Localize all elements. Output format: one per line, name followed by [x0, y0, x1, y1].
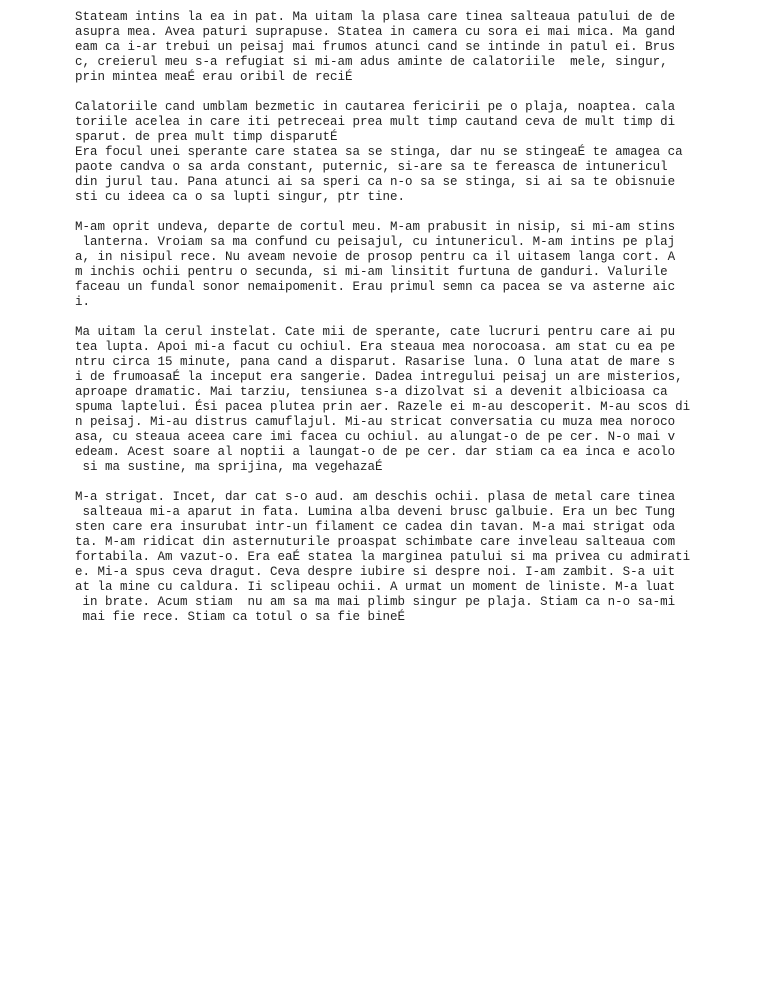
- text-line: aproape dramatic. Mai tarziu, tensiunea s-a dizolvat si a devenit albicioasa ca: [75, 385, 668, 399]
- paragraph-2: [75, 100, 755, 205]
- text-line: m inchis ochii pentru o secunda, si mi-am linsitit furtuna de ganduri. Valurile: [75, 265, 668, 279]
- text-line: spuma laptelui. Ési pacea plutea prin aer. Razele ei m-au descoperit. M-au scos di: [75, 400, 691, 414]
- text-line: salteaua mi-a aparut in fata. Lumina alba deveni brusc galbuie. Era un bec Tung: [75, 505, 676, 519]
- text-line: Ma uitam la cerul instelat. Cate mii de sperante, cate lucruri pentru care ai pu: [75, 325, 676, 339]
- text-line: at la mine cu caldura. Ii sclipeau ochii. A urmat un moment de liniste. M-a luat: [75, 580, 676, 594]
- text-line: M-am oprit undeva, departe de cortul meu. M-am prabusit in nisip, si mi-am stins: [75, 220, 676, 234]
- text-line: in brate. Acum stiam nu am sa ma mai plimb singur pe plaja. Stiam ca n-o sa-mi: [75, 595, 676, 609]
- text-line: Era focul unei sperante care statea sa se stinga, dar nu se stingeaÉ te amagea ca: [75, 145, 683, 159]
- text-line: i.: [75, 295, 91, 309]
- text-line: i de frumoasaÉ la inceput era sangerie. Dadea intregului peisaj un are misterios,: [75, 370, 683, 384]
- text-line: eam ca i-ar trebui un peisaj mai frumos atunci cand se intinde in patul ei. Brus: [75, 40, 676, 54]
- text-line: si ma sustine, ma sprijina, ma vegehazaÉ: [75, 460, 383, 474]
- text-line: Stateam intins la ea in pat. Ma uitam la plasa care tinea salteaua patului de de: [75, 10, 676, 24]
- text-line: sten care era insurubat intr-un filament ce cadea din tavan. M-a mai strigat oda: [75, 520, 676, 534]
- text-line: asa, cu steaua aceea care imi facea cu ochiul. au alungat-o de pe cer. N-o mai v: [75, 430, 676, 444]
- text-line: toriile acelea in care iti petreceai prea mult timp cautand ceva de mult timp di: [75, 115, 676, 129]
- text-line: tea lupta. Apoi mi-a facut cu ochiul. Era steaua mea norocoasa. am stat cu ea pe: [75, 340, 676, 354]
- text-line: ta. M-am ridicat din asternuturile proaspat schimbate care inveleau salteaua com: [75, 535, 676, 549]
- paragraph-3: [75, 220, 755, 310]
- paragraph-1: [75, 10, 755, 85]
- text-line: e. Mi-a spus ceva dragut. Ceva despre iubire si despre noi. I-am zambit. S-a uit: [75, 565, 676, 579]
- text-line: asupra mea. Avea paturi suprapuse. Statea in camera cu sora ei mai mica. Ma gand: [75, 25, 676, 39]
- text-line: edeam. Acest soare al noptii a laungat-o de pe cer. dar stiam ca ea inca e acolo: [75, 445, 676, 459]
- text-line: sti cu ideea ca o sa lupti singur, ptr tine.: [75, 190, 406, 204]
- text-line: prin mintea meaÉ erau oribil de reciÉ: [75, 70, 353, 84]
- text-line: c, creierul meu s-a refugiat si mi-am adus aminte de calatoriile mele, singur,: [75, 55, 668, 69]
- text-line: a, in nisipul rece. Nu aveam nevoie de prosop pentru ca il uitasem langa cort. A: [75, 250, 676, 264]
- text-line: Calatoriile cand umblam bezmetic in cautarea fericirii pe o plaja, noaptea. cala: [75, 100, 676, 114]
- text-line: ntru circa 15 minute, pana cand a disparut. Rasarise luna. O luna atat de mare s: [75, 355, 676, 369]
- text-line: din jurul tau. Pana atunci ai sa speri ca n-o sa se stinga, si ai sa te obisnuie: [75, 175, 676, 189]
- paragraph-5: [75, 490, 755, 625]
- text-line: faceau un fundal sonor nemaipomenit. Erau primul semn ca pacea se va asterne aic: [75, 280, 676, 294]
- text-line: n peisaj. Mi-au distrus camuflajul. Mi-au stricat conversatia cu muza mea noroco: [75, 415, 676, 429]
- text-line: sparut. de prea mult timp disparutÉ: [75, 130, 338, 144]
- text-line: lanterna. Vroiam sa ma confund cu peisajul, cu intunericul. M-am intins pe plaj: [75, 235, 676, 249]
- text-line: paote candva o sa arda constant, puternic, si-are sa te fereasca de intunericul: [75, 160, 668, 174]
- document-body: [75, 10, 755, 640]
- paragraph-4: [75, 325, 755, 475]
- text-line: M-a strigat. Incet, dar cat s-o aud. am deschis ochii. plasa de metal care tinea: [75, 490, 676, 504]
- text-line: mai fie rece. Stiam ca totul o sa fie bineÉ: [75, 610, 406, 624]
- text-line: fortabila. Am vazut-o. Era eaÉ statea la marginea patului si ma privea cu admirati: [75, 550, 691, 564]
